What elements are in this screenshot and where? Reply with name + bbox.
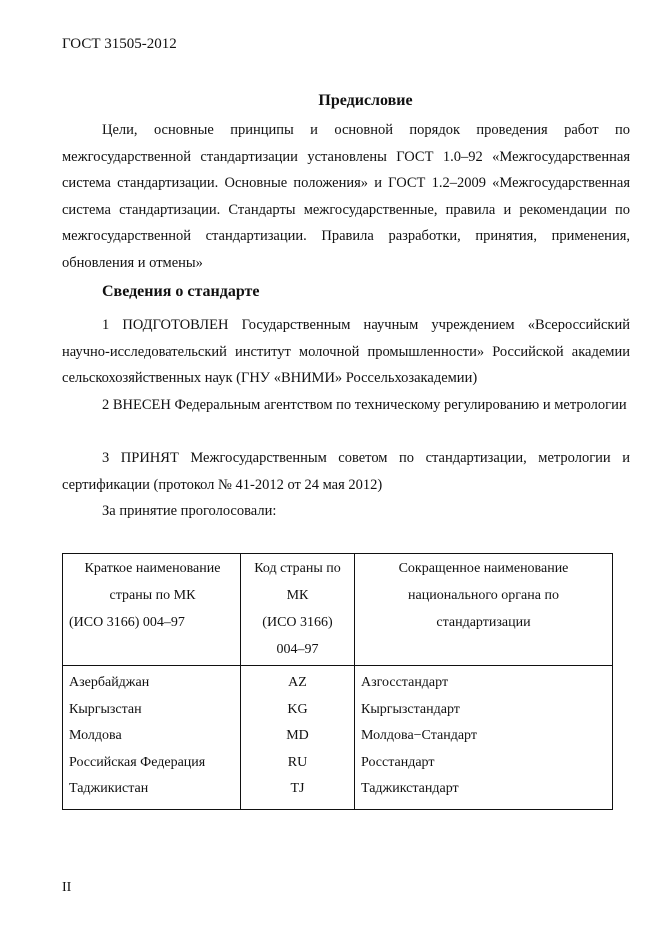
- codes-cell: [241, 666, 355, 810]
- header-line: Сокращенное наименование: [398, 561, 569, 576]
- voting-table: [62, 553, 613, 810]
- standards-body: Росстандарт: [361, 754, 435, 770]
- info-title: Сведения о стандарте: [102, 283, 260, 300]
- header-line: (ИСО 3166): [262, 615, 333, 630]
- header-line: стандартизации: [436, 615, 531, 630]
- header-country: [63, 554, 241, 666]
- info-item-1: 1 ПОДГОТОВЛЕН Государственным научным учреждением «Всероссийский научно-исследовательский институт молочной промышленности» Российской академии сельскохозяйственных наук (ГНУ «ВНИМИ» Россельхозакадемии): [62, 317, 630, 387]
- country-name: Кыргызстан: [69, 701, 142, 717]
- header-line: Краткое наименование: [84, 561, 221, 576]
- preface-paragraph: Цели, основные принципы и основной порядок проведения работ по межгосударственной стандартизации установлены ГОСТ 1.0–92 «Межгосударственная система стандартизации. Основные положения» и ГОСТ 1.2–2009 «Межгосударственная система стандартизации. Стандарты межгосударственные, правила и рекомендации по межгосударственной стандартизации. Правила разработки, принятия, применения, обновления и отмены»: [62, 122, 630, 271]
- country-code: AZ: [288, 675, 307, 690]
- country-code: KG: [287, 701, 308, 717]
- header-line: национального органа по: [408, 588, 559, 603]
- country-code: RU: [287, 754, 308, 770]
- standards-body: Таджикстандарт: [361, 781, 459, 797]
- header-line: (ИСО 3166) 004–97: [69, 615, 185, 630]
- table-header-row: [63, 554, 613, 666]
- table-body-row: [63, 666, 613, 810]
- header-code: [241, 554, 355, 666]
- info-item-3: 3 ПРИНЯТ Межгосударственным советом по стандартизации, метрологии и сертификации (протокол № 41-2012 от 24 мая 2012): [62, 450, 630, 493]
- header-line: МК: [286, 588, 309, 603]
- bodies-cell: [355, 666, 613, 810]
- vote-intro: За принятие проголосовали:: [102, 503, 277, 519]
- standards-body: Кыргызстандарт: [361, 701, 460, 717]
- country-name: Азербайджан: [69, 675, 150, 690]
- header-line: страны по МК: [109, 588, 196, 603]
- info-item-2: 2 ВНЕСЕН Федеральным агентством по техническому регулированию и метрологии: [102, 397, 627, 413]
- country-name: Таджикистан: [69, 781, 149, 797]
- header-line: 004–97: [276, 642, 319, 657]
- standards-body: Молдова−Стандарт: [361, 728, 477, 744]
- header-body: [355, 554, 613, 666]
- country-code: MD: [286, 728, 309, 744]
- country-name: Российская Федерация: [69, 754, 206, 770]
- standards-body: Азгосстандарт: [361, 675, 449, 690]
- document-code: ГОСТ 31505-2012: [62, 36, 177, 52]
- country-code: TJ: [290, 781, 305, 797]
- countries-cell: [63, 666, 241, 810]
- country-name: Молдова: [69, 728, 122, 744]
- page-number: II: [62, 880, 72, 895]
- header-line: Код страны по: [254, 561, 341, 576]
- preface-title: Предисловие: [318, 92, 413, 109]
